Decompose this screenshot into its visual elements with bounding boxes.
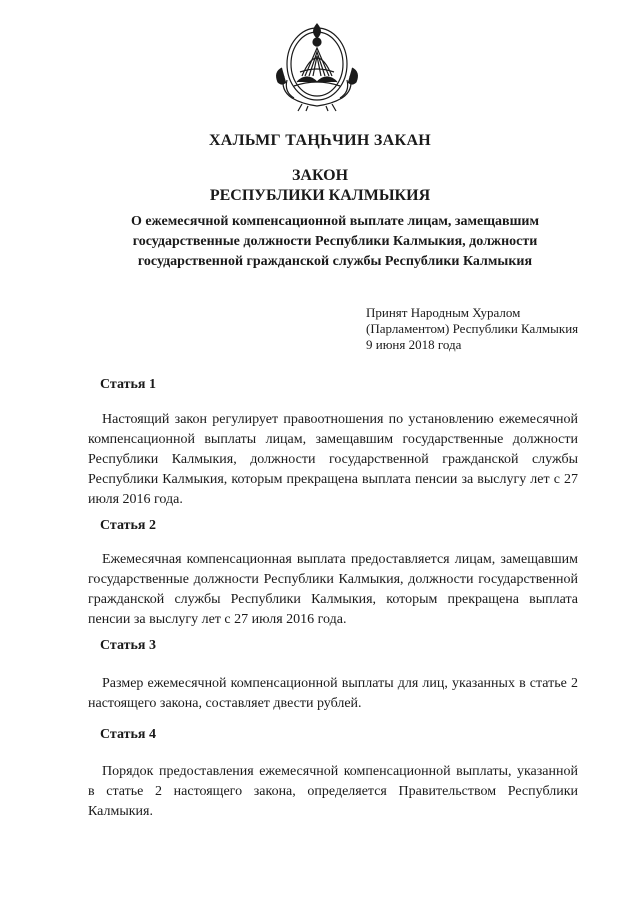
article-3-text: Размер ежемесячной компенсационной выплаты для лиц, указанных в статье 2 настоящего закона, составляет двести рублей. (88, 676, 578, 711)
coat-of-arms-kalmykia-icon (272, 20, 362, 112)
law-heading: ЗАКОН (291, 167, 349, 184)
article-4-text: Порядок предоставления ежемесячной компенсационной выплаты, указанной в статье 2 настоящего закона, определяется Правительством Республики Калмыкия. (88, 764, 578, 819)
adoption-note (366, 305, 578, 353)
article-2-text: Ежемесячная компенсационная выплата предоставляется лицам, замещавшим государственные должности Республики Калмыкия, должности государственной гражданской службы Республики Калмыкия, которым прекращена выплата пенсии за выслугу лет с 27 июля 2016 года. (88, 552, 578, 627)
republic-heading: РЕСПУБЛИКИ КАЛМЫКИЯ (209, 187, 431, 204)
law-subject-title: О ежемесячной компенсационной выплате лицам, замещавшим государственные должности Республики Калмыкия, должности государственной гражданской службы Республики Калмыкия (130, 214, 540, 269)
adoption-line-3: 9 июня 2018 года (366, 337, 462, 352)
adoption-line-2: (Парламентом) Республики Калмыкия (366, 321, 579, 336)
kalmyk-law-title: ХАЛЬМГ ТАҢҺЧИН ЗАКАН (208, 132, 432, 149)
adoption-line-1: Принят Народным Хуралом (366, 305, 521, 320)
article-1-text: Настоящий закон регулирует правоотношения по установлению ежемесячной компенсационной выплаты лицам, замещавшим государственные должности Республики Калмыкия, должности государственной гражданской службы Республики Калмыкия, которым прекращена выплата пенсии за выслугу лет с 27 июля 2016 года. (88, 412, 578, 507)
article-3-heading: Статья 3 (100, 638, 156, 653)
article-1-heading: Статья 1 (100, 377, 156, 392)
article-2-heading: Статья 2 (100, 518, 156, 533)
article-4-heading: Статья 4 (100, 727, 156, 742)
